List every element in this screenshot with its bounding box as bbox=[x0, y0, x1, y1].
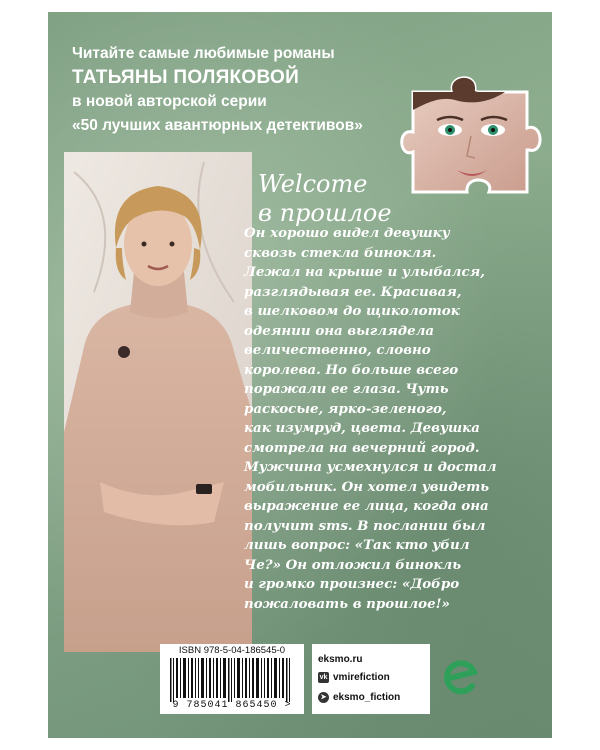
eksmo-logo-icon bbox=[438, 656, 482, 700]
blurb-line: лишь вопрос: «Так кто убил bbox=[244, 537, 470, 553]
barcode-digits: 9 785041 865450 > bbox=[172, 700, 292, 711]
blurb-line: разглядывая ее. Красивая, bbox=[244, 283, 462, 300]
blurb-line: получит sms. В послании был bbox=[244, 517, 486, 534]
promo-line-1: Читайте самые любимые романы bbox=[72, 45, 335, 62]
blurb-line: как изумруд, цвета. Девушка bbox=[244, 420, 480, 436]
vk-handle: vmirefiction bbox=[333, 672, 390, 683]
publisher-links bbox=[312, 644, 430, 714]
blurb-line: королева. Но больше всего bbox=[244, 361, 459, 378]
blurb-line: Лежал на крыше и улыбался, bbox=[244, 264, 485, 280]
blurb-line: величественно, словно bbox=[244, 342, 431, 358]
book-back-cover bbox=[48, 12, 552, 738]
author-photo bbox=[64, 152, 252, 652]
author-name: ТАТЬЯНЫ ПОЛЯКОВОЙ bbox=[72, 67, 300, 88]
blurb-line: сквозь стекла бинокля. bbox=[244, 244, 437, 261]
title-line-2: в прошлое bbox=[258, 199, 392, 227]
puzzle-piece-face-image bbox=[395, 70, 545, 202]
site-url: eksmo.ru bbox=[318, 654, 363, 665]
isbn-number: ISBN 978-5-04-186545-0 bbox=[178, 645, 286, 656]
blurb-line: мобильник. Он хотел увидеть bbox=[244, 478, 490, 495]
blurb-line: и громко произнес: «Добро bbox=[244, 576, 460, 592]
blurb-line: Мужчина усмехнулся и достал bbox=[244, 459, 497, 475]
book-blurb bbox=[244, 224, 536, 614]
blurb-line: одеянии она выглядела bbox=[244, 322, 435, 339]
blurb-line: пожаловать в прошлое!» bbox=[244, 595, 450, 612]
telegram-link[interactable] bbox=[318, 692, 400, 703]
telegram-icon: ➤ bbox=[318, 692, 329, 703]
blurb-line: Че?» Он отложил бинокль bbox=[244, 556, 462, 573]
book-title bbox=[258, 170, 392, 228]
website-link[interactable] bbox=[318, 654, 362, 665]
blurb-line: выражение ее лица, когда она bbox=[244, 498, 489, 514]
promo-line-3: в новой авторской серии bbox=[72, 93, 267, 110]
blurb-line: Он хорошо видел девушку bbox=[244, 225, 450, 241]
blurb-line: смотрела на вечерний город. bbox=[244, 439, 480, 456]
blurb-line: в шелковом до щиколоток bbox=[244, 303, 460, 319]
series-promo bbox=[72, 42, 392, 138]
barcode-panel bbox=[160, 644, 304, 714]
vk-link[interactable] bbox=[318, 672, 390, 683]
title-line-1: Welcome bbox=[258, 170, 368, 198]
blurb-line: раскосые, ярко-зеленого, bbox=[244, 400, 447, 417]
blurb-line: поражали ее глаза. Чуть bbox=[244, 381, 449, 397]
series-name: «50 лучших авантюрных детективов» bbox=[72, 117, 363, 134]
vk-icon: vk bbox=[319, 674, 328, 681]
telegram-handle: eksmo_fiction bbox=[333, 692, 401, 703]
